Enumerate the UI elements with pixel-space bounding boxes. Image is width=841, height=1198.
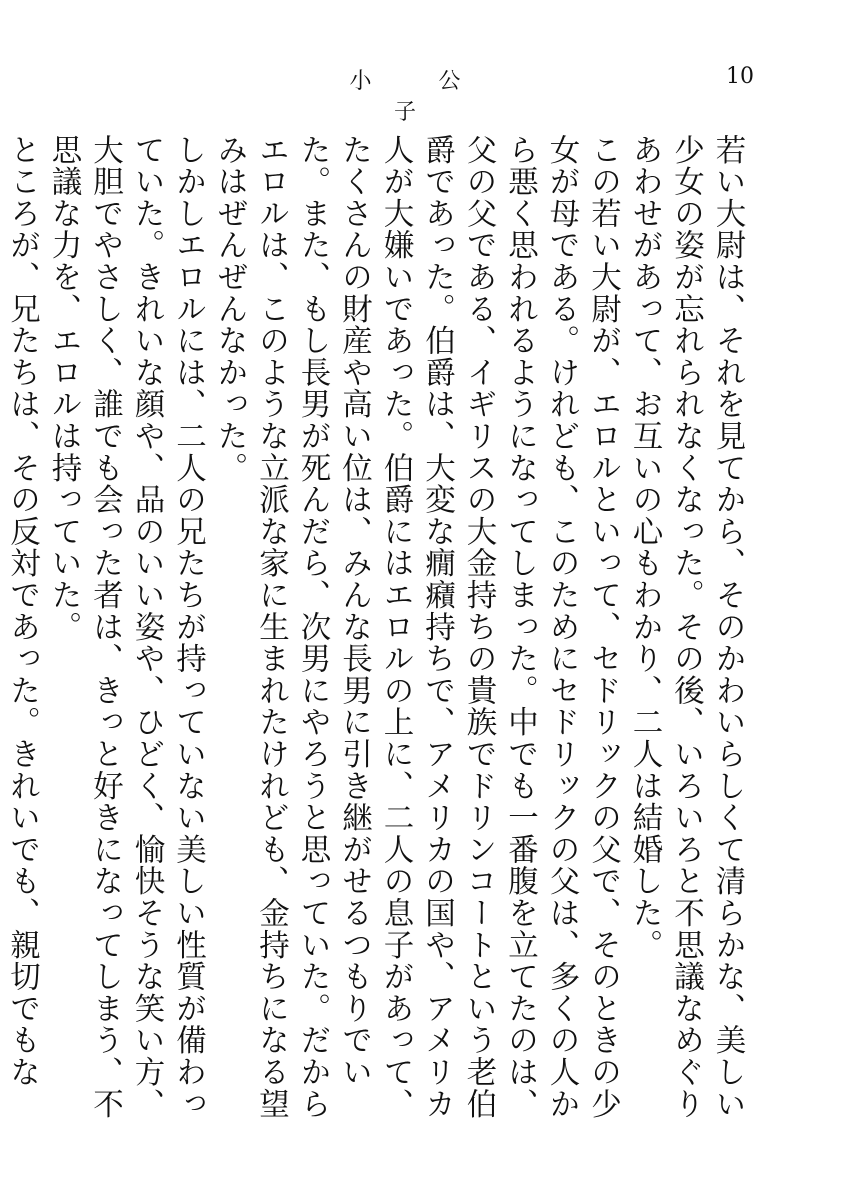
paragraph-2: この若い大尉が、エロルといって、セドリックの父で、そのときの少女が母である。けれども、このためにセドリックの父は、多くの人から悪く思われるようになってしまった。中でも一番腹を立てたのは、父の父である、イギリスの大金持ちの貴族でドリンコートという老伯爵であった。伯爵は、大変な癇癪持ちで、アメリカの国や、アメリカ人が大嫌いであった。伯爵にはエロルの上に、二人の息子があって、たくさんの財産や高い位は、みんな長男に引き継がせるつもりでいた。また、もし長男が死んだら、次男にやろうと思っていた。だからエロルは、このような立派な家に生まれたけれども、金持ちになる望みはぜんぜんなかった。 <box>212 134 621 1120</box>
paragraph-3: しかしエロルには、二人の兄たちが持っていない美しい性質が備わっていた。きれいな顔や、品のいい姿や、ひどく、愉快そうな笑い方、大胆でやさしく、誰でも会った者は、きっと好きになってしまう、不思議な力を、エロルは持っていた。 <box>46 134 206 1120</box>
running-header-title: 小 公 子 <box>349 69 491 125</box>
vertical-text-body <box>4 134 748 1134</box>
paragraph-1: 若い大尉は、それを見てから、そのかわいらしくて清らかな、美しい少女の姿が忘れられなくなった。その後、いろいろと不思議なめぐりあわせがあって、お互いの心もわかり、二人は結婚した。 <box>627 134 745 1120</box>
paragraph-4: ところが、兄たちは、その反対であった。きれいでも、親切でもな <box>4 134 40 1088</box>
page-number: 10 <box>726 64 754 89</box>
